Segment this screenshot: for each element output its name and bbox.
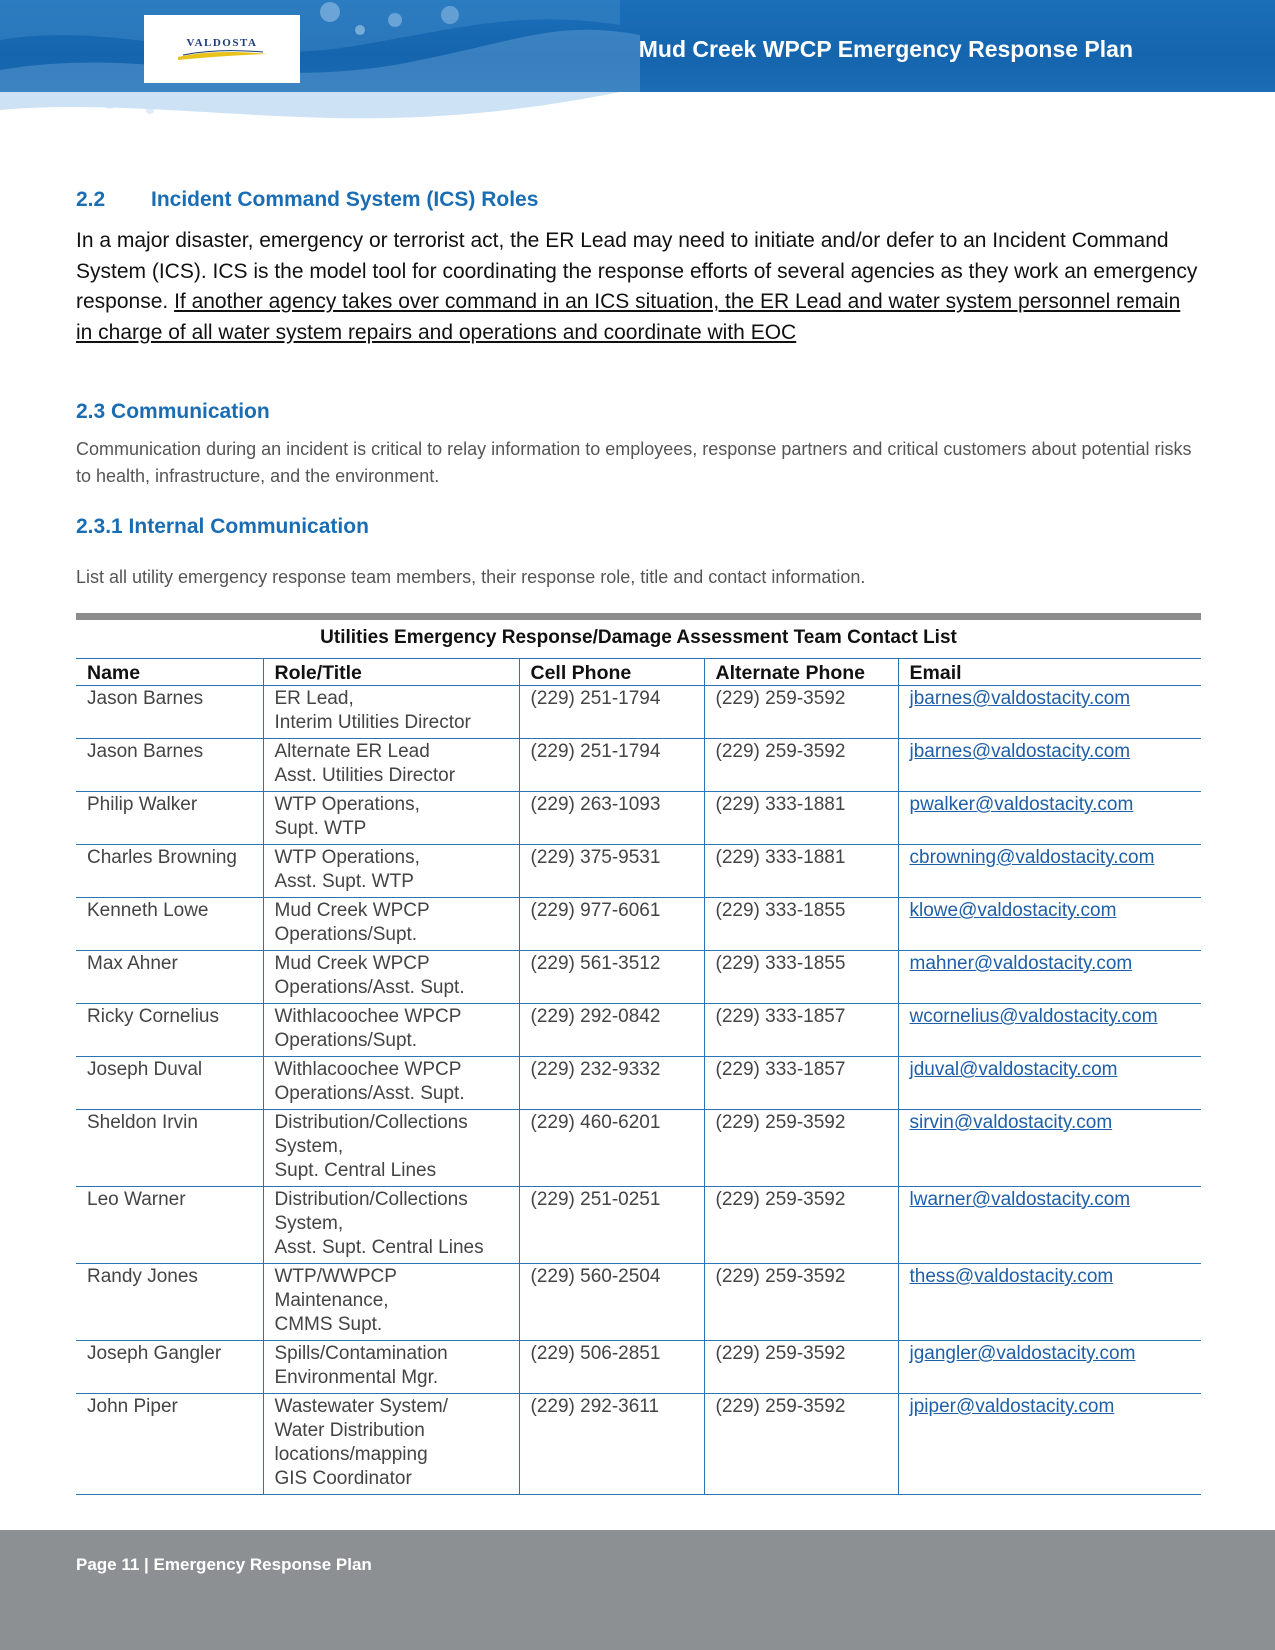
email-link[interactable]: thess@valdostacity.com: [898, 1264, 1201, 1341]
email-link[interactable]: jpiper@valdostacity.com: [898, 1394, 1201, 1495]
wave-fade-graphic: [0, 92, 1275, 132]
role-line: GIS Coordinator: [274, 1468, 412, 1489]
role-line: Operations/Asst. Supt.: [274, 977, 465, 998]
cell-name: Ricky Cornelius: [76, 1004, 263, 1057]
ics-paragraph-underlined: If another agency takes over command in an ICS situation, the ER Lead and water system personnel remain in charge of all water system repairs and operations and coordinate with EOC: [76, 290, 1181, 344]
role-line: Distribution/Collections: [274, 1189, 468, 1210]
role-line: Environmental Mgr.: [274, 1367, 439, 1388]
role-line: WTP/WWPCP: [274, 1266, 397, 1287]
column-header-email: Email: [898, 659, 1201, 686]
logo-swoosh-icon: [178, 49, 268, 61]
role-line: Withlacoochee WPCP: [274, 1059, 462, 1080]
role-line: locations/mapping: [274, 1444, 428, 1465]
cell-phone: (229) 263-1093: [519, 792, 704, 845]
cell-alternate-phone: (229) 333-1857: [704, 1057, 898, 1110]
section-2-3-heading: 2.3 Communication: [76, 400, 270, 423]
role-line: Withlacoochee WPCP: [274, 1006, 462, 1027]
cell-alternate-phone: (229) 259-3592: [704, 1264, 898, 1341]
cell-role-title: [263, 898, 519, 951]
email-link[interactable]: wcornelius@valdostacity.com: [898, 1004, 1201, 1057]
table-row: [76, 1394, 1201, 1495]
cell-name: Jason Barnes: [76, 739, 263, 792]
cell-phone: (229) 251-1794: [519, 686, 704, 739]
cell-alternate-phone: (229) 333-1881: [704, 845, 898, 898]
role-line: Operations/Asst. Supt.: [274, 1083, 465, 1104]
role-line: Mud Creek WPCP: [274, 900, 430, 921]
cell-alternate-phone: (229) 333-1857: [704, 1004, 898, 1057]
table-row: [76, 1341, 1201, 1394]
role-line: Asst. Supt. WTP: [274, 871, 414, 892]
cell-phone: (229) 460-6201: [519, 1110, 704, 1187]
table-row: [76, 1264, 1201, 1341]
role-line: Alternate ER Lead: [274, 741, 430, 762]
cell-role-title: [263, 1110, 519, 1187]
logo-text: VALDOSTA: [186, 37, 258, 49]
email-link[interactable]: cbrowning@valdostacity.com: [898, 845, 1201, 898]
role-line: Wastewater System/: [274, 1396, 449, 1417]
email-link[interactable]: sirvin@valdostacity.com: [898, 1110, 1201, 1187]
cell-phone: (229) 560-2504: [519, 1264, 704, 1341]
contact-list-table: [76, 613, 1201, 1495]
cell-alternate-phone: (229) 259-3592: [704, 1187, 898, 1264]
header-wave-strip: [0, 92, 1275, 132]
column-header-alternate-phone: Alternate Phone: [704, 659, 898, 686]
cell-name: Sheldon Irvin: [76, 1110, 263, 1187]
cell-alternate-phone: (229) 259-3592: [704, 1394, 898, 1495]
cell-alternate-phone: (229) 259-3592: [704, 1341, 898, 1394]
email-link[interactable]: jbarnes@valdostacity.com: [898, 739, 1201, 792]
role-line: WTP Operations,: [274, 847, 420, 868]
email-link[interactable]: klowe@valdostacity.com: [898, 898, 1201, 951]
table-row: [76, 1110, 1201, 1187]
cell-role-title: [263, 1057, 519, 1110]
page-header-banner: [0, 0, 1275, 92]
role-line: System,: [274, 1136, 344, 1157]
cell-role-title: [263, 792, 519, 845]
role-line: Asst. Utilities Director: [274, 765, 456, 786]
ics-paragraph: [76, 226, 1201, 348]
communication-paragraph: Communication during an incident is critical to relay information to employees, response partners and critical customers about potential risks to health, infrastructure, and the environment.: [76, 439, 1192, 486]
column-header-role: Role/Title: [263, 659, 519, 686]
role-line: Asst. Supt. Central Lines: [274, 1237, 484, 1258]
table-header-row: [76, 659, 1201, 686]
role-line: Operations/Supt.: [274, 1030, 418, 1051]
table-row: [76, 951, 1201, 1004]
role-line: Mud Creek WPCP: [274, 953, 430, 974]
role-line: ER Lead,: [274, 688, 354, 709]
cell-alternate-phone: (229) 333-1855: [704, 951, 898, 1004]
section-2-3-1-heading: 2.3.1 Internal Communication: [76, 515, 369, 538]
page-footer: [0, 1530, 1275, 1650]
role-line: Spills/Contamination: [274, 1343, 448, 1364]
cell-phone: (229) 561-3512: [519, 951, 704, 1004]
email-link[interactable]: jduval@valdostacity.com: [898, 1057, 1201, 1110]
role-line: System,: [274, 1213, 344, 1234]
email-link[interactable]: jgangler@valdostacity.com: [898, 1341, 1201, 1394]
column-header-cell-phone: Cell Phone: [519, 659, 704, 686]
email-link[interactable]: pwalker@valdostacity.com: [898, 792, 1201, 845]
internal-communication-paragraph: List all utility emergency response team members, their response role, title and contact information.: [76, 567, 866, 587]
cell-phone: (229) 251-0251: [519, 1187, 704, 1264]
cell-role-title: [263, 1264, 519, 1341]
cell-name: Joseph Duval: [76, 1057, 263, 1110]
role-line: Supt. Central Lines: [274, 1160, 437, 1181]
cell-name: Leo Warner: [76, 1187, 263, 1264]
table-row: [76, 1057, 1201, 1110]
cell-role-title: [263, 1004, 519, 1057]
email-link[interactable]: mahner@valdostacity.com: [898, 951, 1201, 1004]
cell-role-title: [263, 951, 519, 1004]
cell-name: Philip Walker: [76, 792, 263, 845]
email-link[interactable]: jbarnes@valdostacity.com: [898, 686, 1201, 739]
table-row: [76, 1187, 1201, 1264]
table-row: [76, 898, 1201, 951]
column-header-name: Name: [76, 659, 263, 686]
cell-alternate-phone: (229) 259-3592: [704, 1110, 898, 1187]
cell-phone: (229) 506-2851: [519, 1341, 704, 1394]
role-line: CMMS Supt.: [274, 1314, 383, 1335]
cell-name: Charles Browning: [76, 845, 263, 898]
role-line: WTP Operations,: [274, 794, 420, 815]
cell-phone: (229) 375-9531: [519, 845, 704, 898]
valdosta-logo: [144, 15, 300, 83]
cell-role-title: [263, 845, 519, 898]
cell-role-title: [263, 686, 519, 739]
cell-role-title: [263, 739, 519, 792]
role-line: Operations/Supt.: [274, 924, 418, 945]
section-2-2-heading: [76, 188, 538, 212]
cell-alternate-phone: (229) 333-1881: [704, 792, 898, 845]
document-title: Mud Creek WPCP Emergency Response Plan: [638, 36, 1133, 62]
cell-name: Jason Barnes: [76, 686, 263, 739]
cell-alternate-phone: (229) 333-1855: [704, 898, 898, 951]
role-line: Interim Utilities Director: [274, 712, 471, 733]
table-row: [76, 1004, 1201, 1057]
cell-role-title: [263, 1394, 519, 1495]
cell-phone: (229) 292-0842: [519, 1004, 704, 1057]
cell-role-title: [263, 1341, 519, 1394]
role-line: Water Distribution: [274, 1420, 425, 1441]
role-line: Maintenance,: [274, 1290, 389, 1311]
table-body: [76, 686, 1201, 1495]
cell-phone: (229) 292-3611: [519, 1394, 704, 1495]
contact-table: [76, 658, 1201, 1495]
cell-alternate-phone: (229) 259-3592: [704, 739, 898, 792]
cell-name: Max Ahner: [76, 951, 263, 1004]
table-row: [76, 686, 1201, 739]
table-caption: Utilities Emergency Response/Damage Assessment Team Contact List: [320, 627, 957, 648]
table-top-rule: [76, 613, 1201, 620]
section-title: Incident Command System (ICS) Roles: [151, 188, 539, 211]
footer-page-label: Page 11 | Emergency Response Plan: [76, 1555, 372, 1574]
cell-name: Randy Jones: [76, 1264, 263, 1341]
cell-phone: (229) 977-6061: [519, 898, 704, 951]
role-line: Supt. WTP: [274, 818, 367, 839]
role-line: Distribution/Collections: [274, 1112, 468, 1133]
cell-name: Joseph Gangler: [76, 1341, 263, 1394]
cell-role-title: [263, 1187, 519, 1264]
section-number: 2.2: [76, 188, 106, 211]
cell-name: Kenneth Lowe: [76, 898, 263, 951]
email-link[interactable]: lwarner@valdostacity.com: [898, 1187, 1201, 1264]
cell-name: John Piper: [76, 1394, 263, 1495]
cell-phone: (229) 232-9332: [519, 1057, 704, 1110]
cell-alternate-phone: (229) 259-3592: [704, 686, 898, 739]
table-row: [76, 792, 1201, 845]
ics-paragraph-text: In a major disaster, emergency or terrorist act, the ER Lead may need to initiate and/or defer to an Incident Command System (ICS). ICS is the model tool for coordinating the response efforts of several agencies as they work an emergency response.: [76, 229, 1198, 313]
table-row: [76, 845, 1201, 898]
table-row: [76, 739, 1201, 792]
cell-phone: (229) 251-1794: [519, 739, 704, 792]
